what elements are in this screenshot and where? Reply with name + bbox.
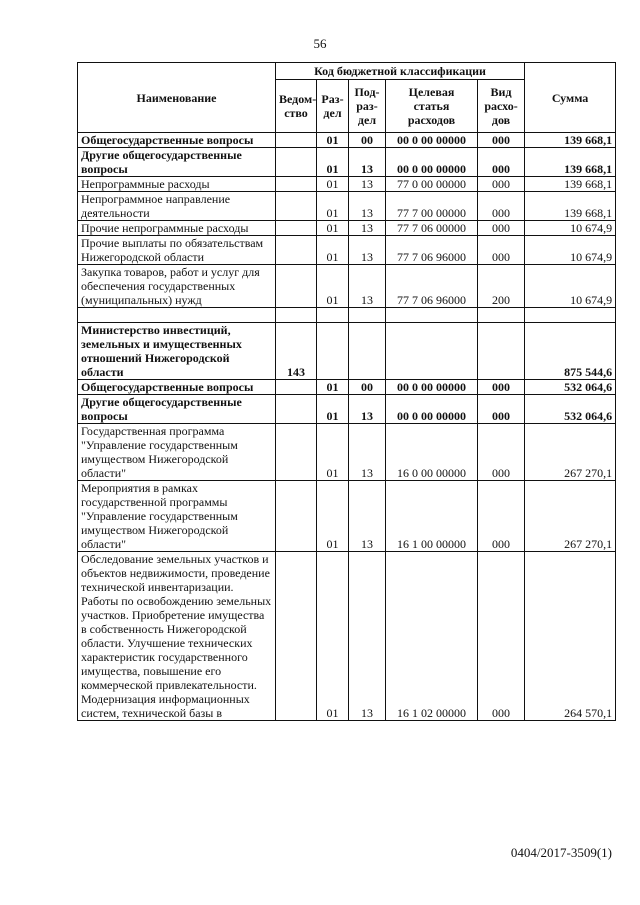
table-row: Мероприятия в рамках государственной программы "Управление государственным имуществом Нижегородской области" 01 13 16 1 00 00000 000 267 270,1 [78,481,616,552]
budget-table [77,62,616,721]
table-row: Общегосударственные вопросы 01 00 00 0 00 00000 000 139 668,1 [78,133,616,148]
table-header [78,63,616,133]
header-code-group: Код бюджетной классификации [276,63,525,80]
header-dept: Ведом- ство [276,80,317,133]
table-row: Непрограммное направление деятельности 01 13 77 7 00 00000 000 139 668,1 [78,192,616,221]
document-code: 0404/2017-3509(1) [510,845,612,860]
table-row: Обследование земельных участков и объектов недвижимости, проведение технической инвентаризации. Работы по освобождению земельных участков. Приобретение имущества в собственность Нижегородской области. Улучшение технических характеристик государственного имущества, повышение его коммерческой привлекательности. Модернизация информационных систем, технической базы в 01 13 16 1 02 00000 000 264 570,1 [78,552,616,721]
header-type: Вид расхо- дов [478,80,525,133]
table-row: Государственная программа "Управление государственным имуществом Нижегородской области" 01 13 16 0 00 00000 000 267 270,1 [78,424,616,481]
table-row [78,308,616,323]
table-row: Общегосударственные вопросы 01 00 00 0 00 00000 000 532 064,6 [78,380,616,395]
table-row: Прочие непрограммные расходы 01 13 77 7 06 00000 000 10 674,9 [78,221,616,236]
header-target: Целевая статья расходов [386,80,478,133]
header-sum: Сумма [525,63,616,133]
table-row: Другие общегосударственные вопросы 01 13 00 0 00 00000 000 139 668,1 [78,148,616,177]
header-name: Наименование [78,63,276,133]
header-section: Раз- дел [317,80,349,133]
table-row: Закупка товаров, работ и услуг для обеспечения государственных (муниципальных) нужд 01 13 77 7 06 96000 200 10 674,9 [78,265,616,308]
header-subsection: Под- раз- дел [349,80,386,133]
table-row: Другие общегосударственные вопросы 01 13 00 0 00 00000 000 532 064,6 [78,395,616,424]
table-row: Непрограммные расходы 01 13 77 0 00 00000 000 139 668,1 [78,177,616,192]
table-body [78,133,616,721]
table-row: Министерство инвестиций, земельных и имущественных отношений Нижегородской области 143 875 544,6 [78,323,616,380]
table-row: Прочие выплаты по обязательствам Нижегородской области 01 13 77 7 06 96000 000 10 674,9 [78,236,616,265]
page-number: 56 [313,36,327,51]
